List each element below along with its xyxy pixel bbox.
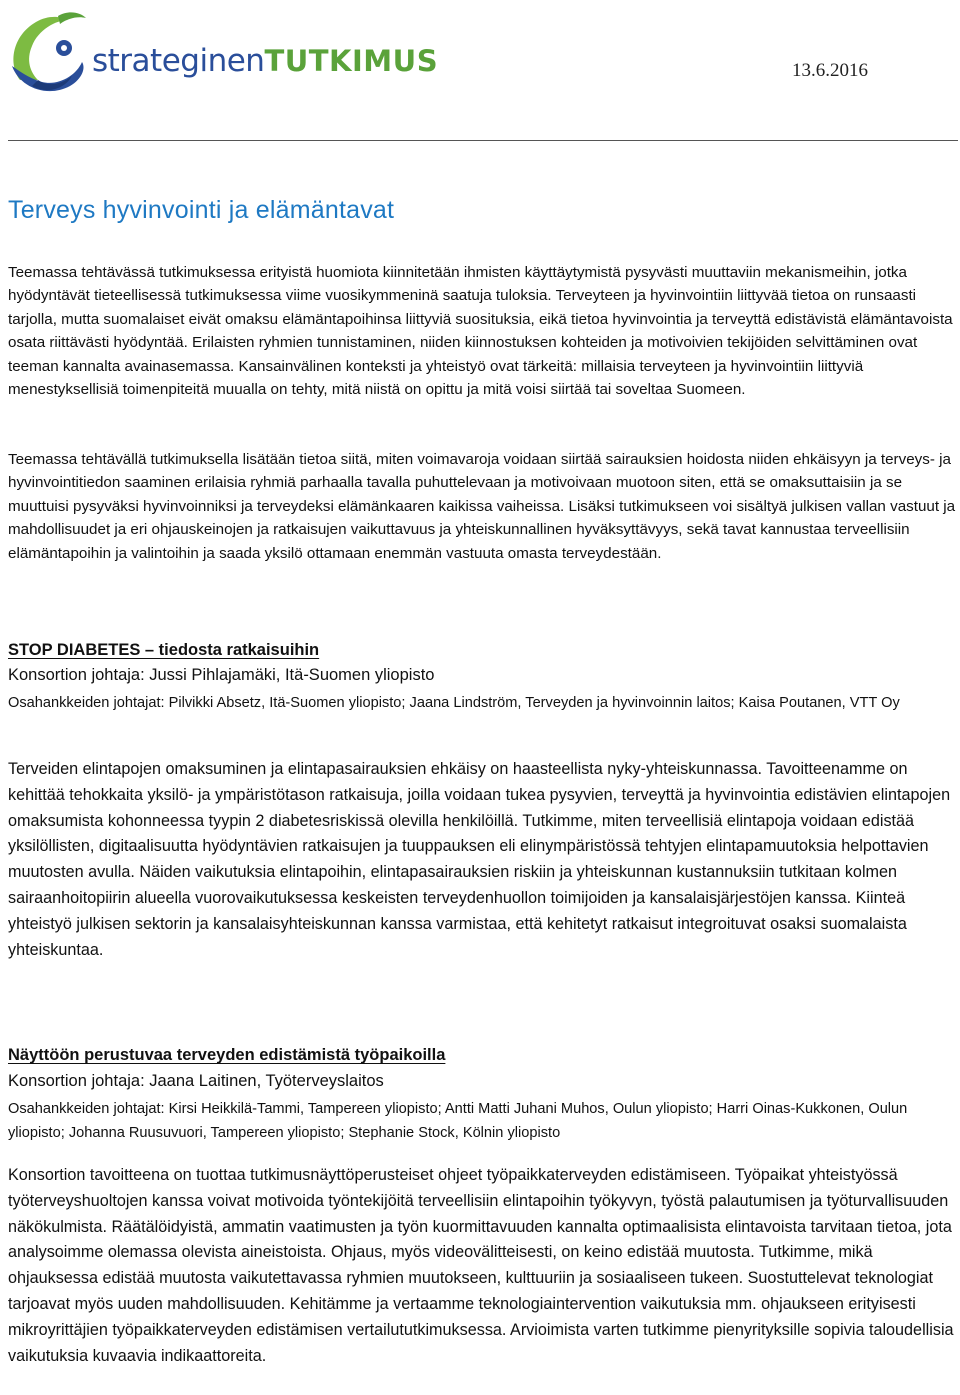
logo-wordmark: [92, 43, 439, 79]
project-lead-tyopaikat: Konsortion johtaja: Jaana Laitinen, Työterveyslaitos: [8, 1072, 384, 1090]
project-body-tyopaikat: Konsortion tavoitteena on tuottaa tutkimusnäyttöperusteiset ohjeet työpaikkaterveyden edistämiseen. Työpaikat yhteistyössä työterveyshuoltojen kanssa voivat motivoida työntekijöitä terveellisiin elintapoihin työkyvyn, työstä palautumisen ja työturvallisuuden näkökulmista. Räätälöidyistä, ammatin vaatimusten ja työn kuormittavuuden kannalta optimaalisista elintavoista tarvitaan tietoa, jota analysoimme olemassa olevista aineistoista. Ohjaus, myös videovälitteisesti, on keino edistää muutosta. Tutkimme, mikä ohjauksessa edistää muutosta vaikutettavassa ryhmien muutokseen, kulttuuriin ja sosiaaliseen tukeen. Suostuttelevat teknologiat tarjoavat myös uuden mahdollisuuden. Kehitämme ja vertaamme teknologiaintervention vaikutuksia mm. ohjaukseen erityisesti mikroyrittäjien työpaikkaterveyden edistämisen vertailututkimuksessa. Arvioimista varten tutkimme pienyrityksille sopivia taloudellisia vaikutuksia kuvaavia indikaattoreita.: [8, 1166, 954, 1365]
page-title: Terveys hyvinvointi ja elämäntavat: [8, 196, 395, 224]
project-body-stop-diabetes: Terveiden elintapojen omaksuminen ja elintapasairauksien ehkäisy on haasteellista nyky-yhteiskunnassa. Tavoitteenamme on kehittää tehokkaita yksilö- ja ympäristötason ratkaisuja, joilla voidaan tukea pysyvien, terveyttä ja hyvinvointia edistävien elintapojen omaksumista kohonneessa tyypin 2 diabetesriskissä olevilla henkilöillä. Tutkimme, miten terveellisiä elintapoja voidaan edistää yksilöllisten, digitaalisuutta hyödyntävien ratkaisujen ja tuuppauksen eli elinympäristössä tehtyjen elintapamuutoksia helpottavien muutosten avulla. Näiden vaikutuksia elintapoihin, elintapasairauksien riskiin ja yhteiskunnan kustannuksiin tutkitaan kolmen sairaanhoitopiirin alueella vuorovaikutuksessa keskeisten terveydenhuollon toimijoiden ja kansalaisjärjestöjen kanssa. Kiinteä yhteistyö julkisen sektorin ja kansalaisyhteiskunnan kanssa varmistaa, että kehitetyt ratkaisut integroituvat osaksi suomalaista yhteiskuntaa.: [8, 760, 951, 959]
header-divider: [8, 140, 958, 141]
logo-text-light: strateginen: [92, 43, 265, 79]
intro-paragraph-2: Teemassa tehtävällä tutkimuksella lisätään tietoa siitä, miten voimavaroja voidaan siirtää sairauksien hoidosta niiden ehkäisyyn ja terveys- ja hyvinvointitiedon saaminen erilaisia ryhmiä parhaalla tavalla puhuttelevaan ja motivoivaan muotoon siten, että se omaksuttaisiin ja se muuttuisi pysyväksi hyvinvoinniksi ja terveydeksi elämänkaaren kaikissa vaiheissa. Lisäksi tutkimukseen voi sisältyä julkisen vallan vastuut ja mahdollisuudet ja eri ohjauskeinojen ja ratkaisujen vaikuttavuus ja yhteiskunnallinen hyväksyttävyys, sekä tavat kannustaa terveellisiin elämäntapoihin ja valintoihin ja saada yksilö ottamaan enemmän vastuuta omasta terveydestään.: [8, 451, 956, 562]
project-title-tyopaikat: Näyttöön perustuvaa terveyden edistämistä työpaikoilla: [8, 1046, 446, 1064]
project-partners-stop-diabetes: Osahankkeiden johtajat: Pilvikki Absetz, Itä-Suomen yliopisto; Jaana Lindström, Terveyden ja hyvinvoinnin laitos; Kaisa Poutanen, VTT Oy: [8, 695, 900, 711]
document-date: 13.6.2016: [792, 60, 868, 81]
project-lead-stop-diabetes: Konsortion johtaja: Jussi Pihlajamäki, Itä-Suomen yliopisto: [8, 666, 435, 684]
intro-paragraph-1: Teemassa tehtävässä tutkimuksessa erityistä huomiota kiinnitetään ihmisten käyttäytymistä pysyvästi muuttaviin mekanismeihin, jotka hyödyntävät tieteellisessä tutkimuksessa viime vuosikymmeninä saatuja tuloksia. Terveyteen ja hyvinvointiin liittyvää tietoa on runsaasti tarjolla, mutta suomalaiset eivät omaksu elämäntapoihinsa liittyviä suosituksia, eikä tietoa hyvinvointia ja terveyttä edistävistä elämäntavoista osata riittävästi hyödyntää. Erilaisten ryhmien tunnistaminen, niiden kiinnostuksen kohteiden ja motivoivien tekijöiden selvittäminen ovat teeman kannalta avainasemassa. Kansainvälinen konteksti ja yhteistyö ovat tärkeitä: millaisia terveyteen ja hyvinvointiin liittyviä menestyksellisiä toimenpiteitä muualla on tehty, mitä niistä on opittu ja mitä voisi siirtää tai soveltaa Suomeen.: [8, 264, 953, 399]
logo-text-bold: TUTKIMUS: [264, 44, 439, 78]
project-title-stop-diabetes: STOP DIABETES – tiedosta ratkaisuihin: [8, 641, 320, 659]
project-partners-tyopaikat: Osahankkeiden johtajat: Kirsi Heikkilä-Tammi, Tampereen yliopisto; Antti Matti Juhani Muhos, Oulun yliopisto; Harri Oinas-Kukkonen, Oulun yliopisto; Johanna Ruusuvuori, Tampereen yliopisto; Stephanie Stock, Kölnin yliopisto: [8, 1101, 908, 1141]
logo-mark-icon: [2, 6, 98, 102]
strateginen-tutkimus-logo: [2, 6, 439, 102]
